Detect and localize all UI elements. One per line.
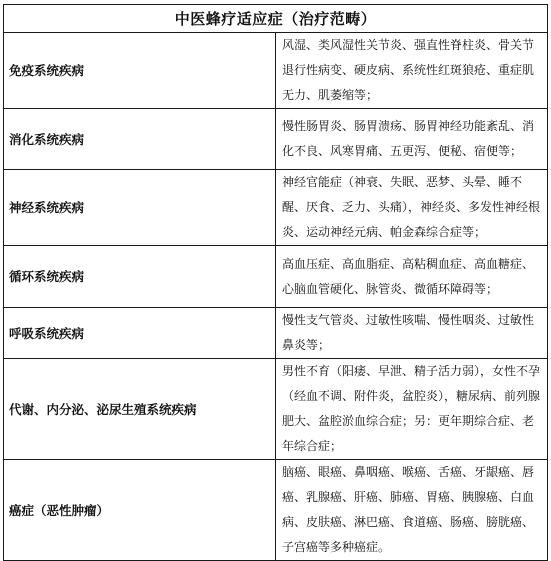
description-cell: 男性不育（阳痿、早泄、精子活力弱），女性不孕（经血不调、附件炎，盆腔炎），糖尿病、前列腺肥大、盆腔淤血综合症；另：更年期综合症、老年综合症； bbox=[276, 359, 548, 460]
description-cell: 神经官能症（神衰、失眠、恶梦、头晕、睡不醒、厌食、乏力、头痛），神经炎、多发性神经根炎、运动神经元病、帕金森综合症等； bbox=[276, 170, 548, 246]
category-cell: 循环系统疾病 bbox=[4, 246, 276, 308]
table-row bbox=[4, 308, 548, 359]
category-cell: 免疫系统疾病 bbox=[4, 33, 276, 109]
category-cell: 代谢、内分泌、泌尿生殖系统疾病 bbox=[4, 359, 276, 460]
description-cell: 风湿、类风湿性关节炎、强直性脊柱炎、骨关节退行性病变、硬皮病、系统性红斑狼疮、重症肌无力、肌萎缩等； bbox=[276, 33, 548, 109]
category-cell: 癌症（恶性肿瘤） bbox=[4, 460, 276, 561]
indications-table bbox=[3, 4, 548, 561]
table-row bbox=[4, 460, 548, 561]
description-cell: 高血压症、高血脂症、高粘稠血症、高血糖症、心脑血管硬化、脉管炎、微循环障碍等； bbox=[276, 246, 548, 308]
table-row bbox=[4, 33, 548, 109]
table-title: 中医蜂疗适应症（治疗范畴） bbox=[4, 5, 548, 33]
category-cell: 呼吸系统疾病 bbox=[4, 308, 276, 359]
table-row bbox=[4, 359, 548, 460]
description-cell: 慢性肠胃炎、肠胃溃疡、肠胃神经功能紊乱、消化不良、风寒胃痛、五更泻、便秘、宿便等； bbox=[276, 109, 548, 170]
description-cell: 慢性支气管炎、过敏性咳喘、慢性咽炎、过敏性鼻炎等； bbox=[276, 308, 548, 359]
table-row bbox=[4, 170, 548, 246]
category-cell: 神经系统疾病 bbox=[4, 170, 276, 246]
category-cell: 消化系统疾病 bbox=[4, 109, 276, 170]
title-row bbox=[4, 5, 548, 33]
table-row bbox=[4, 246, 548, 308]
description-cell: 脑癌、眼癌、鼻咽癌、喉癌、舌癌、牙龈癌、唇癌、乳腺癌、肝癌、肺癌、胃癌、胰腺癌、白血病、皮肤癌、淋巴癌、食道癌、肠癌、膀胱癌、子宫癌等多种癌症。 bbox=[276, 460, 548, 561]
table-row bbox=[4, 109, 548, 170]
